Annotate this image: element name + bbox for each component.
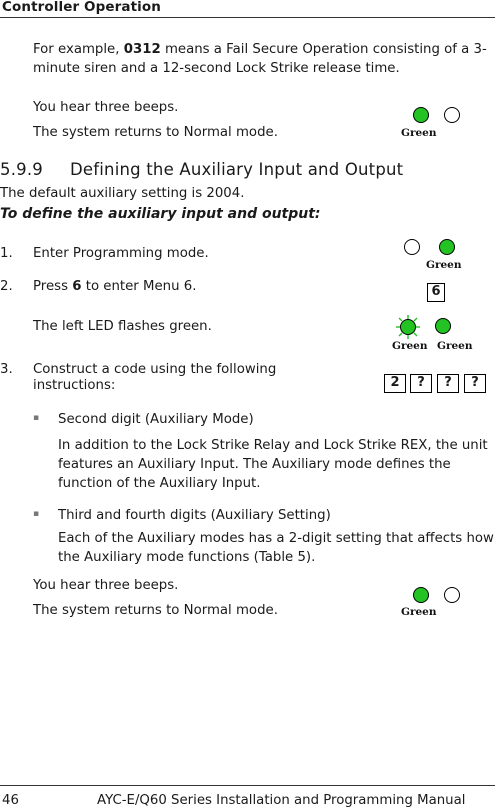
step-2-number: 2. [0,279,13,294]
led-label-right-green: Green [437,340,473,352]
beeps-text-2: You hear three beeps. [33,578,179,593]
bullet-2-title: Third and fourth digits (Auxiliary Setting) [58,508,331,523]
led-left-flashing-green-icon [393,314,425,340]
procedure-title: To define the auxiliary input and output: [0,206,321,222]
manual-title: AYC-E/Q60 Series Installation and Programming Manual [97,793,466,808]
bullet-1-desc: In addition to the Lock Strike Relay and Lock Strike REX, the unit features an Auxiliary Input. The Auxiliary mode defines the function of the Auxiliary Input. [58,438,488,491]
keypad-key-question-icon: ? [437,374,459,393]
example-prefix: For example, [33,42,124,57]
led-label-left-green: Green [392,340,428,352]
led-label-green: Green [426,259,462,271]
step-3-text-line1: Construct a code using the following [33,362,277,377]
keypad-key-2-icon: 2 [384,374,406,393]
led-right-off-icon [444,587,460,603]
default-setting-text: The default auxiliary setting is 2004. [0,186,245,201]
step-1-number: 1. [0,246,13,261]
keypad-key-6-icon: 6 [427,283,445,302]
section-heading [0,160,403,179]
example-suffix: means a Fail Secure Operation consisting of a 3-minute siren and a 12-second Lock Strike release time. [33,42,487,76]
section-number: 5.9.9 [0,160,43,179]
step-3-text-line2: instructions: [33,378,116,393]
normal-mode-text-1: The system returns to Normal mode. [33,125,278,140]
page-number: 46 [2,793,19,808]
led-label-green: Green [401,127,437,139]
step-2-suffix: to enter Menu 6. [81,279,197,294]
led-left-green-icon [413,107,429,123]
step-2-key-text: 6 [72,279,82,294]
bullet-icon: ▪ [33,509,40,519]
footer-rule [0,785,495,786]
step-3-number: 3. [0,362,13,377]
step-1-text: Enter Programming mode. [33,246,209,261]
bullet-1-title: Second digit (Auxiliary Mode) [58,412,254,427]
step-2-note: The left LED flashes green. [33,319,212,334]
led-label-green: Green [401,606,437,618]
page-header-title: Controller Operation [2,0,161,15]
header-rule [0,17,495,18]
step-2-text [33,277,196,296]
keypad-key-question-icon: ? [410,374,432,393]
keypad-key-question-icon: ? [464,374,486,393]
normal-mode-text-2: The system returns to Normal mode. [33,603,278,618]
bullet-2-desc: Each of the Auxiliary modes has a 2-digit setting that affects how the Auxiliary mode functions (Table 5). [58,531,494,565]
beeps-text-1: You hear three beeps. [33,100,179,115]
step-2-prefix: Press [33,279,73,294]
led-left-off-icon [404,239,420,255]
led-right-off-icon [444,107,460,123]
led-right-green-icon [439,239,455,255]
led-right-green-icon [435,318,451,334]
example-code: 0312 [123,42,161,57]
led-left-green-icon [413,587,429,603]
section-title: Defining the Auxiliary Input and Output [70,160,404,179]
example-paragraph [33,40,493,78]
bullet-icon: ▪ [33,413,40,423]
